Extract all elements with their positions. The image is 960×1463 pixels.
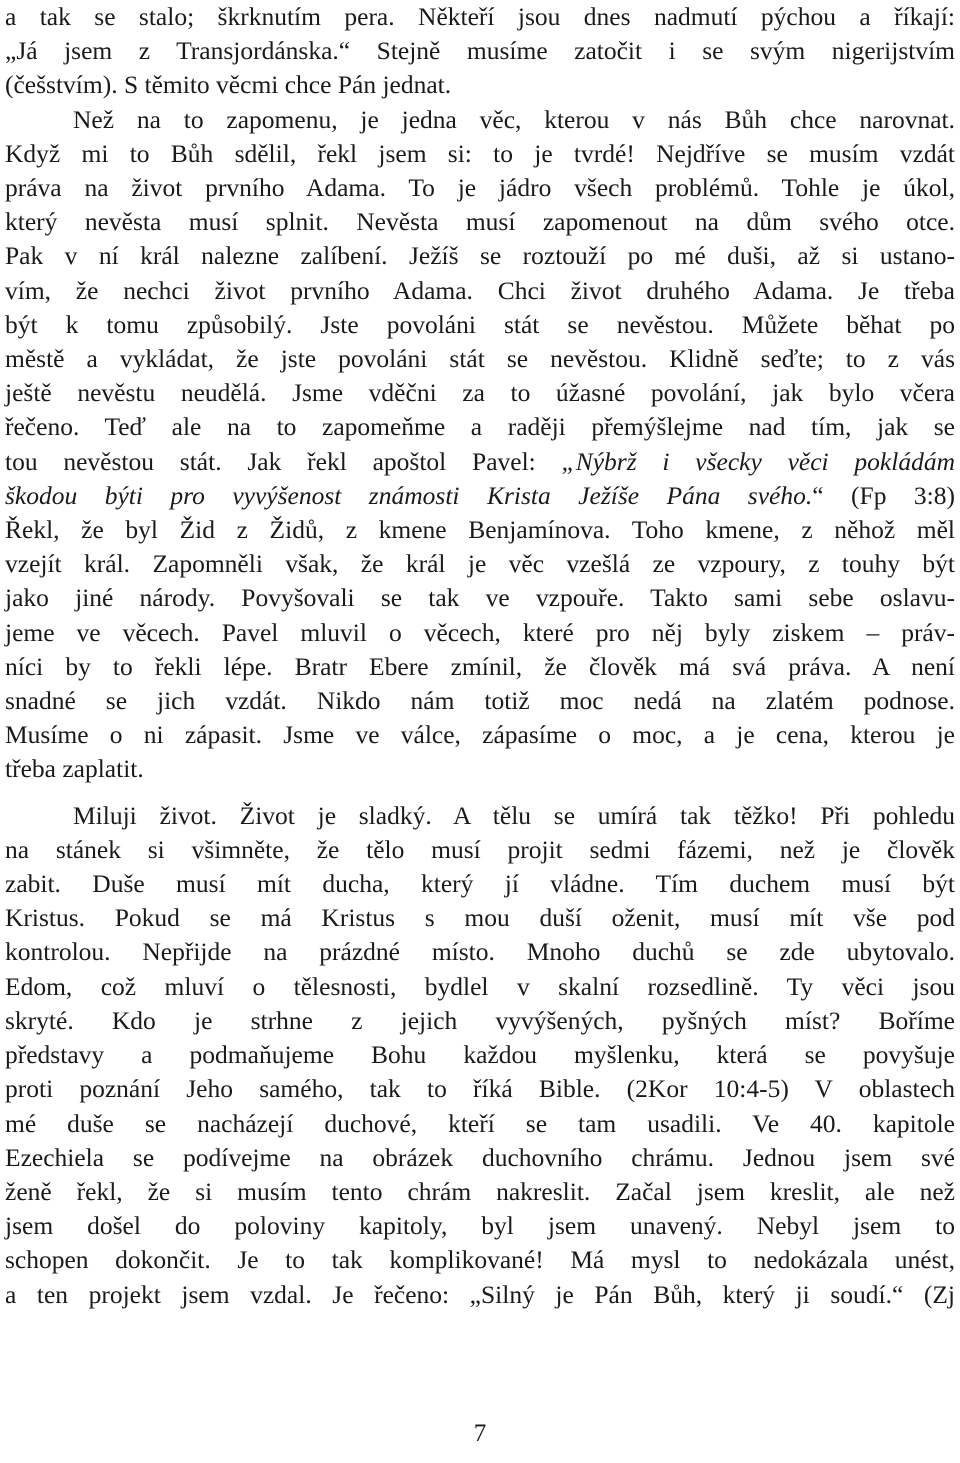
text-line: schopen dokončit. Je to tak komplikované! Má mysl to nedokázala unést, — [5, 1245, 955, 1275]
text-line: a tak se stalo; škrknutím pera. Někteří jsou dnes nadmutí pýchou a říkají: — [5, 2, 955, 31]
text-segment: tou nevěstou stát. Jak řekl apoštol Pavel: — [5, 446, 562, 476]
text-line: Ezechiela se podívejme na obrázek duchovního chrámu. Jednou jsem své — [5, 1142, 955, 1172]
text-line: řečeno. Teď ale na to zapomeňme a raději přemýšlejme nad tím, jak se — [5, 412, 955, 442]
text-line: kontrolou. Nepřijde na prázdné místo. Mnoho duchů se zde ubytovalo. — [5, 937, 955, 967]
bible-quote-end: škodou býti pro vyvýšenost známosti Krista Ježíše Pána svého. — [5, 480, 813, 510]
text-line: „Já jsem z Transjordánska.“ Stejně musíme zatočit i se svým nigerijstvím — [5, 36, 955, 66]
page-number: 7 — [473, 1420, 487, 1447]
text-line: snadné se jich vzdát. Nikdo nám totiž moc nedá na zlatém podnose. — [5, 686, 955, 716]
text-line: a ten projekt jsem vzdal. Je řečeno: „Silný je Pán Bůh, který ji soudí.“ (Zj — [5, 1279, 955, 1309]
text-line: Když mi to Bůh sdělil, řekl jsem si: to je tvrdé! Nejdříve se musím vzdát — [5, 138, 955, 168]
text-line: jako jiné národy. Povyšovali se tak ve vzpouře. Takto sami sebe oslavu- — [5, 583, 955, 613]
text-line: Řekl, že byl Žid z Židů, z kmene Benjamínova. Toho kmene, z něhož měl — [5, 515, 955, 545]
text-line: Edom, což mluví o tělesnosti, bydlel v skalní rozsedlině. Ty věci jsou — [5, 971, 955, 1001]
paragraph-2 — [5, 103, 955, 787]
text-line: Musíme o ni zápasit. Jsme ve válce, zápasíme o moc, a je cena, kterou je — [5, 720, 955, 750]
text-line: Než na to zapomenu, je jedna věc, kterou v nás Bůh chce narovnat. — [73, 104, 955, 134]
text-line: Miluji život. Život je sladký. A tělu se umírá tak těžko! Při pohledu — [73, 800, 955, 830]
text-line: (češstvím). S těmito věcmi chce Pán jednat. — [5, 70, 452, 100]
paragraph-3 — [5, 799, 955, 1312]
text-line: který nevěsta musí splnit. Nevěsta musí zapomenout na dům svého otce. — [5, 207, 955, 237]
text-line: ženě řekl, že si musím tento chrám nakreslit. Začal jsem kreslit, ale než — [5, 1176, 955, 1206]
text-line: skryté. Kdo je strhne z jejich vyvýšených, pyšných míst? Boříme — [5, 1005, 955, 1035]
text-line-with-quote — [5, 445, 955, 479]
text-line: třeba zaplatit. — [5, 754, 144, 784]
text-line: Kristus. Pokud se má Kristus s mou duší oženit, musí mít vše pod — [5, 903, 955, 933]
text-line: na stánek si všimněte, že tělo musí projit sedmi fázemi, než je člověk — [5, 834, 955, 864]
text-line: práva na život prvního Adama. To je jádro všech problémů. Tohle je úkol, — [5, 173, 955, 203]
text-line: jeme ve věcech. Pavel mluvil o věcech, které pro něj byly ziskem – práv- — [5, 617, 955, 647]
document-page — [5, 0, 955, 1312]
text-line: Pak v ní král nalezne zalíbení. Ježíš se roztouží po mé duši, až si ustano- — [5, 241, 955, 271]
text-line: proti poznání Jeho samého, tak to říká Bible. (2Kor 10:4-5) V oblastech — [5, 1074, 955, 1104]
text-line: městě a vykládat, že jste povoláni stát se nevěstou. Klidně seďte; to z vás — [5, 344, 955, 374]
text-line: níci by to řekli lépe. Bratr Ebere zmínil, že člověk má svá práva. A není — [5, 651, 955, 681]
bible-reference: “ (Fp 3:8) — [812, 480, 955, 510]
text-line: vím, že nechci život prvního Adama. Chci život druhého Adama. Je třeba — [5, 275, 955, 305]
text-line: zabit. Duše musí mít ducha, který jí vládne. Tím duchem musí být — [5, 869, 955, 899]
text-line-with-quote — [5, 479, 955, 513]
bible-quote-start: „Nýbrž i všecky věci pokládám — [561, 446, 955, 476]
text-line: představy a podmaňujeme Bohu každou myšlenku, která se povyšuje — [5, 1040, 955, 1070]
text-line: být k tomu způsobilý. Jste povoláni stát se nevěstou. Můžete běhat po — [5, 309, 955, 339]
text-line: vzejít král. Zapomněli však, že král je věc vzešlá ze vzpoury, z touhy být — [5, 549, 955, 579]
text-line: mé duše se nacházejí duchové, kteří se tam usadili. Ve 40. kapitole — [5, 1108, 955, 1138]
text-line: ještě nevěstu neudělá. Jsme vděčni za to úžasné povolání, jak bylo včera — [5, 378, 955, 408]
text-line: jsem došel do poloviny kapitoly, byl jsem unavený. Nebyl jsem to — [5, 1211, 955, 1241]
paragraph-1 — [5, 0, 955, 103]
